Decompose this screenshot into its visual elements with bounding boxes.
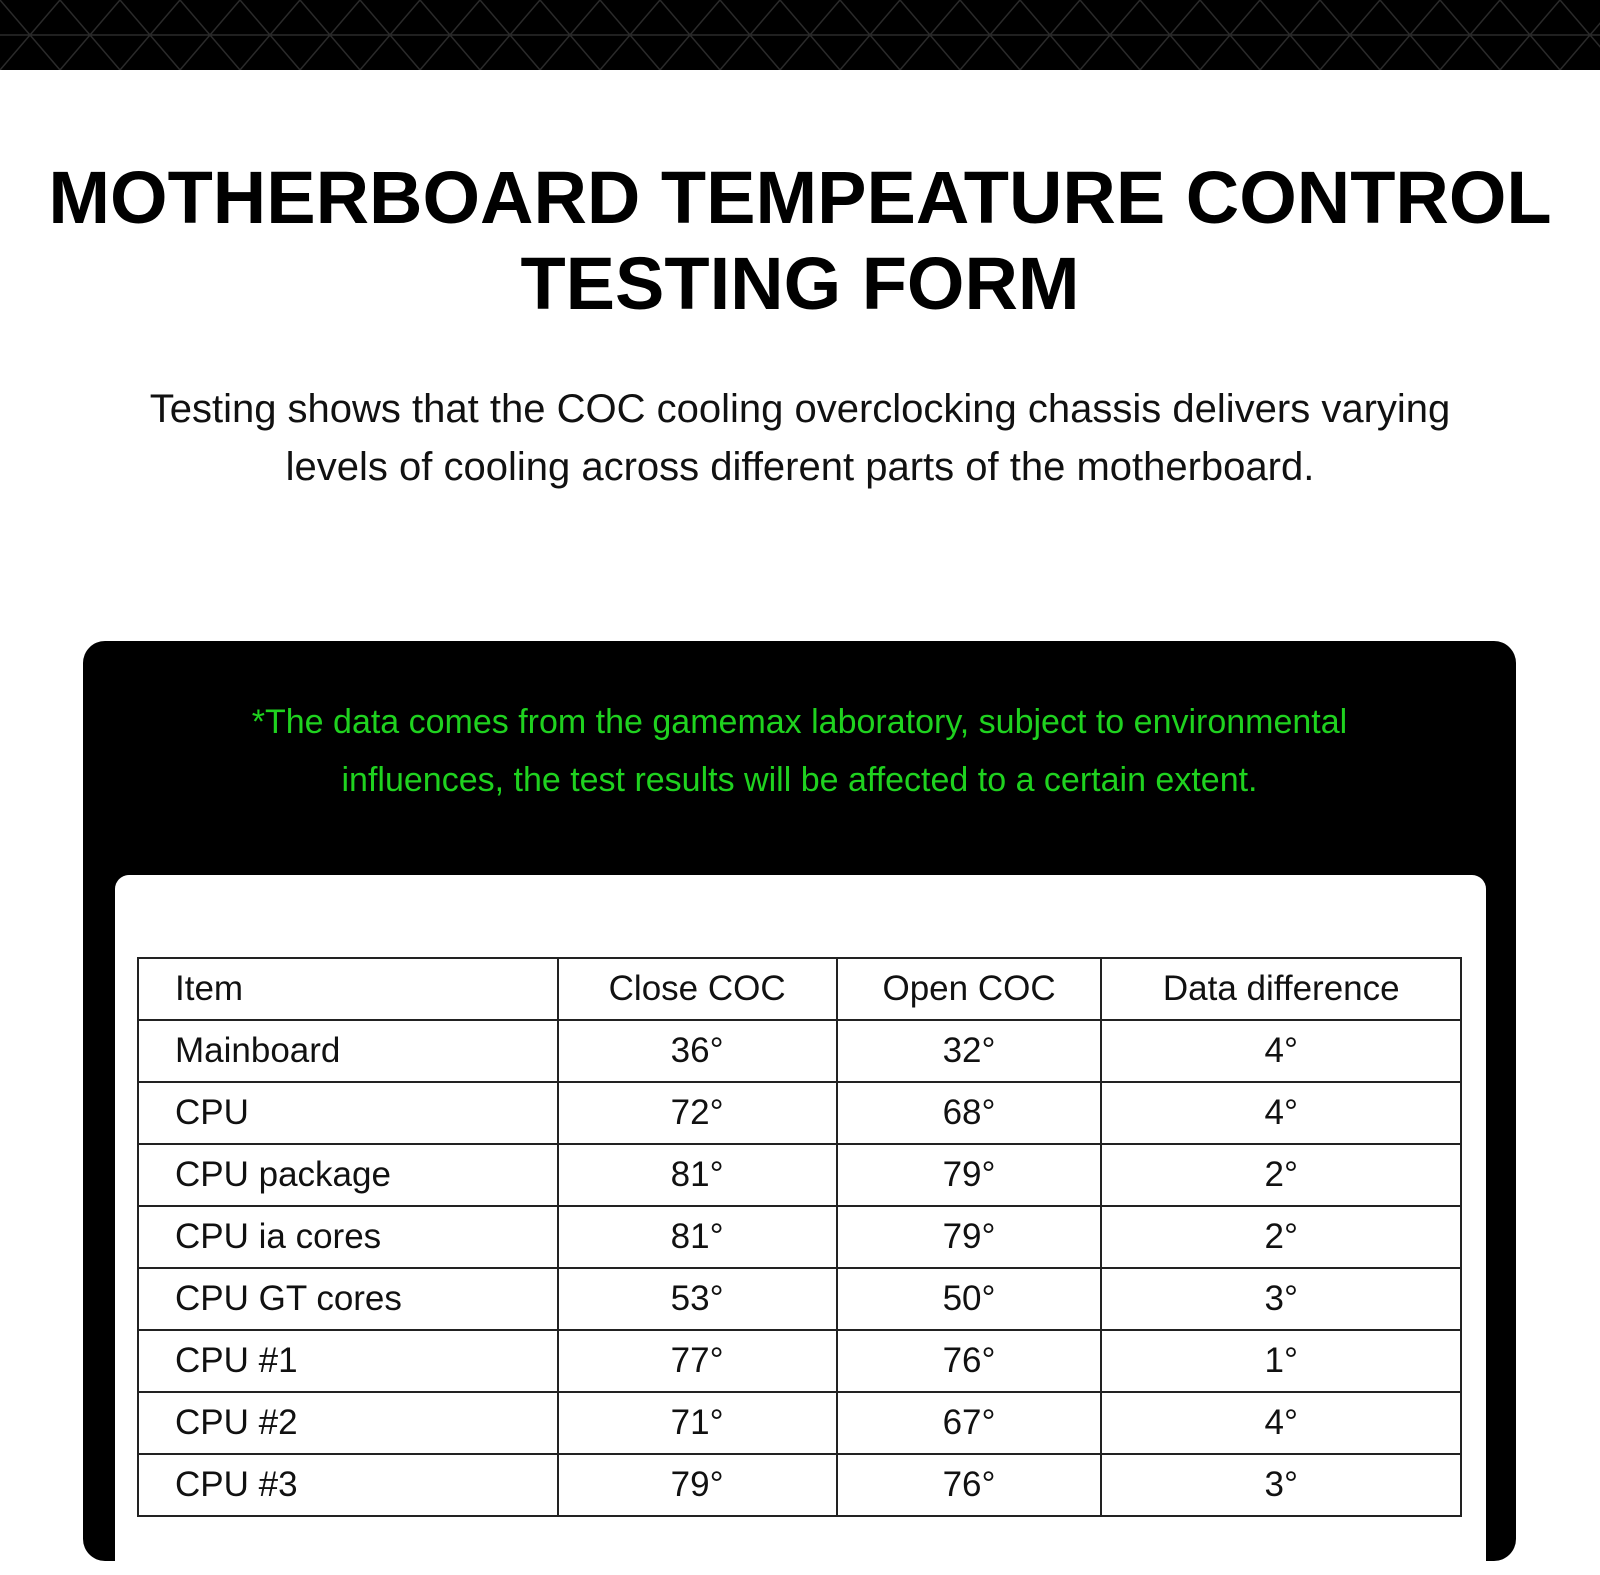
cell-data-difference: 4° — [1101, 1020, 1461, 1082]
cell-close-coc: 81° — [558, 1206, 837, 1268]
table-row — [138, 1020, 1461, 1082]
disclaimer-line-2: influences, the test results will be affected to a certain extent. — [341, 761, 1258, 799]
column-header-close-coc: Close COC — [558, 958, 837, 1020]
cell-item: Mainboard — [138, 1020, 558, 1082]
disclaimer-note — [83, 693, 1516, 809]
page-title-line-2: TESTING FORM — [520, 242, 1080, 325]
table-row — [138, 1454, 1461, 1516]
cell-data-difference: 4° — [1101, 1082, 1461, 1144]
cell-item: CPU #3 — [138, 1454, 558, 1516]
temperature-table — [137, 957, 1462, 1517]
cell-close-coc: 79° — [558, 1454, 837, 1516]
cell-item: CPU ia cores — [138, 1206, 558, 1268]
cell-item: CPU #1 — [138, 1330, 558, 1392]
table-row — [138, 1144, 1461, 1206]
cell-open-coc: 79° — [837, 1206, 1102, 1268]
cell-item: CPU — [138, 1082, 558, 1144]
table-card — [115, 875, 1486, 1575]
page-title-line-1: MOTHERBOARD TEMPEATURE CONTROL — [48, 156, 1552, 239]
column-header-item: Item — [138, 958, 558, 1020]
cell-close-coc: 36° — [558, 1020, 837, 1082]
column-header-data-difference: Data difference — [1101, 958, 1461, 1020]
cell-close-coc: 71° — [558, 1392, 837, 1454]
results-panel — [83, 641, 1516, 1561]
cell-open-coc: 32° — [837, 1020, 1102, 1082]
table-header-row — [138, 958, 1461, 1020]
cell-close-coc: 72° — [558, 1082, 837, 1144]
table-row — [138, 1330, 1461, 1392]
table-row — [138, 1206, 1461, 1268]
cell-open-coc: 76° — [837, 1330, 1102, 1392]
cell-item: CPU package — [138, 1144, 558, 1206]
cell-open-coc: 68° — [837, 1082, 1102, 1144]
cell-close-coc: 81° — [558, 1144, 837, 1206]
geometric-pattern — [0, 0, 1600, 70]
cell-item: CPU #2 — [138, 1392, 558, 1454]
description — [80, 380, 1520, 496]
cell-item: CPU GT cores — [138, 1268, 558, 1330]
cell-data-difference: 3° — [1101, 1268, 1461, 1330]
table-row — [138, 1082, 1461, 1144]
column-header-open-coc: Open COC — [837, 958, 1102, 1020]
description-line-1: Testing shows that the COC cooling overclocking chassis delivers varying — [149, 387, 1451, 431]
cell-data-difference: 2° — [1101, 1144, 1461, 1206]
cell-open-coc: 50° — [837, 1268, 1102, 1330]
description-line-2: levels of cooling across different parts of the motherboard. — [285, 445, 1315, 489]
cell-open-coc: 79° — [837, 1144, 1102, 1206]
cell-open-coc: 67° — [837, 1392, 1102, 1454]
top-banner — [0, 0, 1600, 70]
table-row — [138, 1268, 1461, 1330]
cell-close-coc: 53° — [558, 1268, 837, 1330]
cell-data-difference: 2° — [1101, 1206, 1461, 1268]
cell-open-coc: 76° — [837, 1454, 1102, 1516]
cell-data-difference: 1° — [1101, 1330, 1461, 1392]
table-row — [138, 1392, 1461, 1454]
disclaimer-line-1: *The data comes from the gamemax laboratory, subject to environmental — [251, 703, 1348, 741]
cell-data-difference: 3° — [1101, 1454, 1461, 1516]
cell-data-difference: 4° — [1101, 1392, 1461, 1454]
cell-close-coc: 77° — [558, 1330, 837, 1392]
page-title — [0, 155, 1600, 327]
